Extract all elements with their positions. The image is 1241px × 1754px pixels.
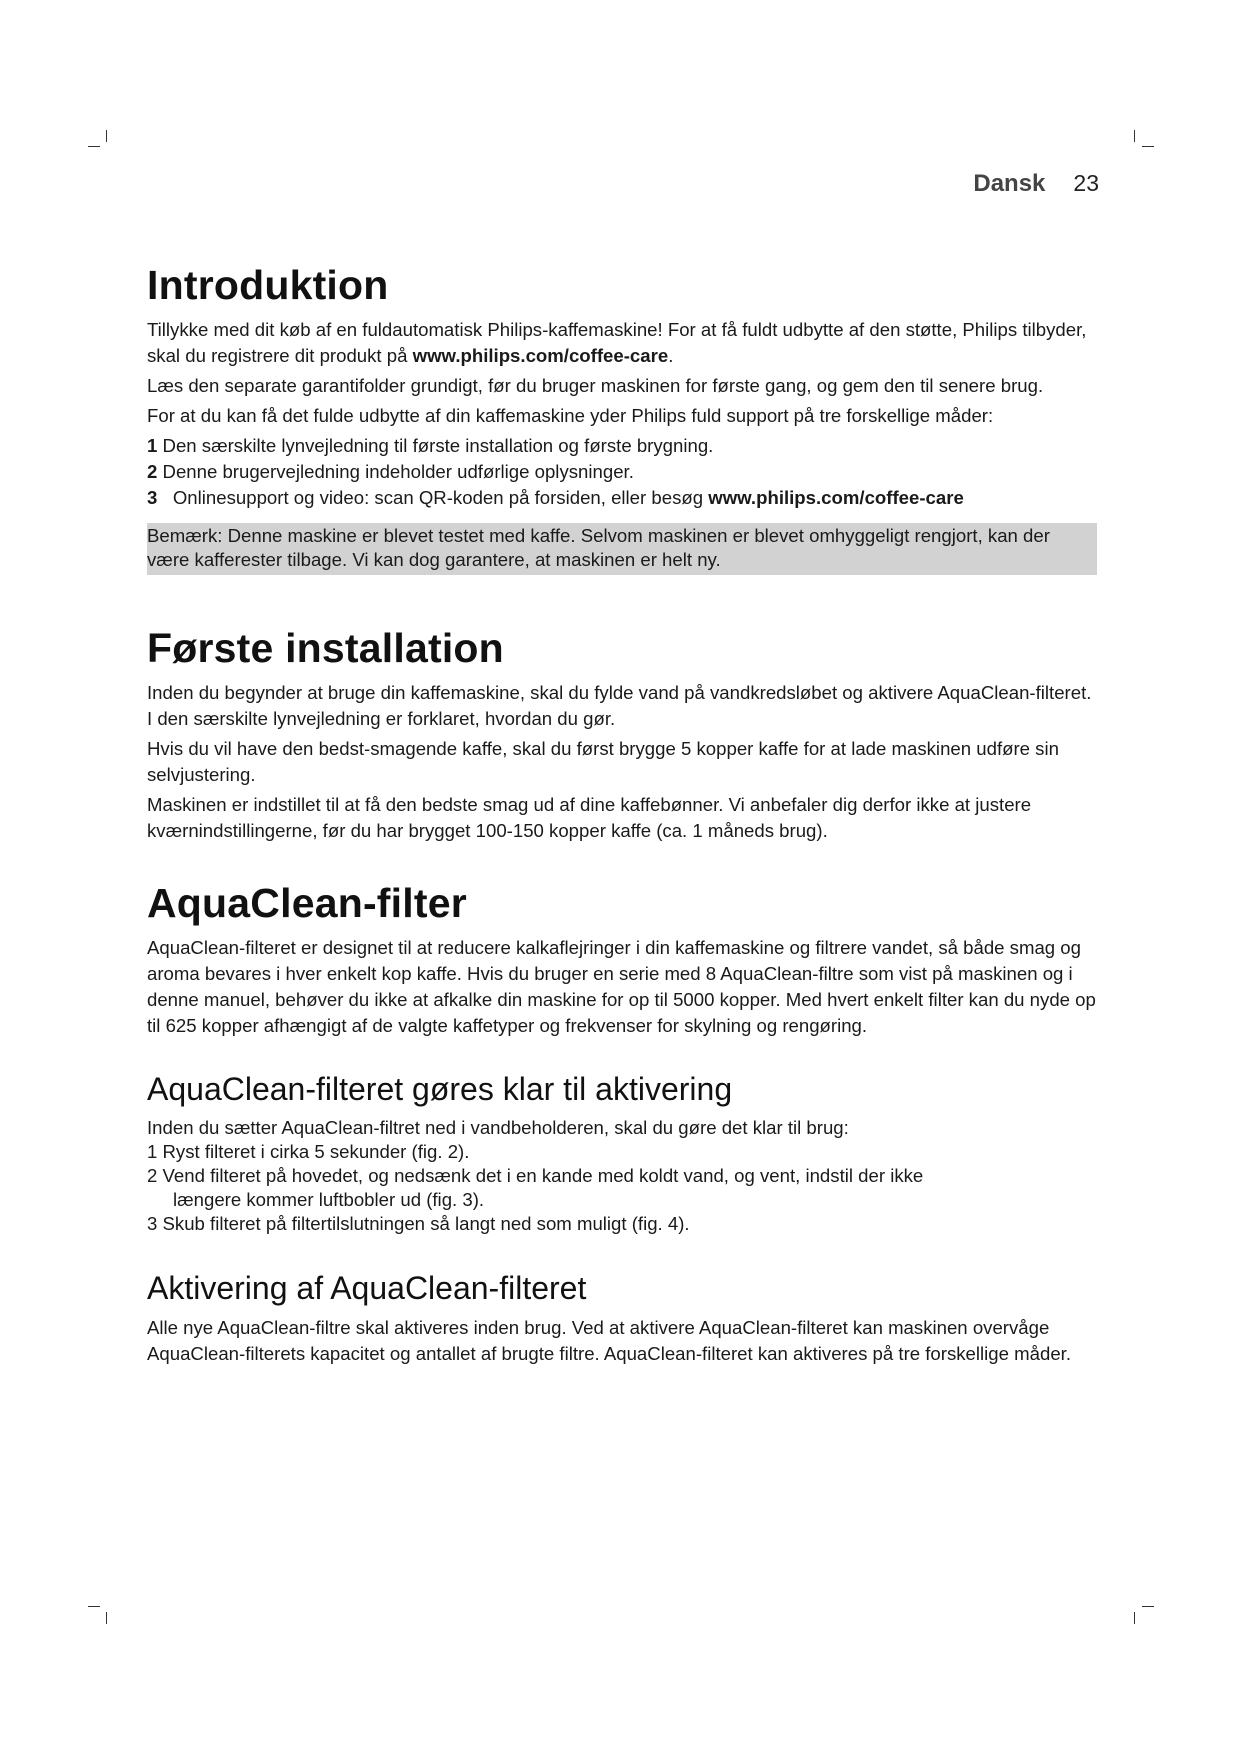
page-content [147, 262, 1097, 1371]
heading-aquaclean-filter: AquaClean-filter [147, 880, 467, 926]
crop-mark-br-h [1142, 1606, 1154, 1607]
prepare-step-1: 1 Ryst filteret i cirka 5 sekunder (fig. 2). [147, 1141, 470, 1162]
crop-mark-tr-h [1142, 146, 1154, 147]
section-activate-filter [147, 1270, 1097, 1367]
heading-activate-filter: Aktivering af AquaClean-filteret [147, 1270, 587, 1306]
prepare-step-2-continued: længere kommer luftbobler ud (fig. 3). [173, 1189, 485, 1210]
crop-mark-tl-v [106, 130, 107, 142]
list-item [147, 485, 1097, 511]
note-box: Bemærk: Denne maskine er blevet testet med kaffe. Selvom maskinen er blevet omhyggeligt rengjort, kan der være kafferester tilbage. Vi kan dog garantere, at maskinen er helt ny. [147, 523, 1097, 575]
philips-link[interactable]: www.philips.com/coffee-care [412, 345, 669, 366]
crop-mark-br-v [1134, 1612, 1135, 1624]
section-aquaclean-filter [147, 880, 1097, 1039]
crop-mark-tl-h [88, 146, 100, 147]
section-prepare-filter [147, 1071, 1097, 1236]
intro-p1-end: . [668, 345, 674, 366]
intro-p1-text: Tillykke med dit køb af en fuldautomatisk Philips-kaffemaskine! For at få fuldt udbytte af den støtte, Philips tilbyder, skal du registrere dit produkt på [147, 319, 1087, 366]
heading-prepare-filter: AquaClean-filteret gøres klar til aktivering [147, 1071, 733, 1107]
intro-paragraph-2: Læs den separate garantifolder grundigt, før du bruger maskinen for første gang, og gem den til senere brug. [147, 375, 1044, 396]
crop-mark-tr-v [1134, 130, 1135, 142]
list-item [147, 433, 1097, 459]
page-header [973, 170, 1099, 198]
prepare-step-3: 3 Skub filteret på filtertilslutningen så langt ned som muligt (fig. 4). [147, 1213, 690, 1234]
list-item [147, 459, 1097, 485]
list-number: 2 [147, 461, 158, 482]
aquaclean-paragraph: AquaClean-filteret er designet til at reducere kalkaflejringer i din kaffemaskine og filtrere vandet, så både smag og aroma bevares i hver enkelt kop kaffe. Hvis du bruger en serie med 8 AquaClean-filtre som vist på maskinen og i denne manuel, behøver du ikke at afkalke din maskine for op til 5000 kopper. Med hvert enkelt filter kan du nyde op til 625 kopper afhængigt af de valgte kaffetyper og frekvenser for skylning og rengøring. [147, 937, 1096, 1036]
prepare-intro: Inden du sætter AquaClean-filtret ned i vandbeholderen, skal du gøre det klar til brug: [147, 1117, 849, 1138]
heading-introduction: Introduktion [147, 262, 389, 308]
list-text: Den særskilte lynvejledning til første installation og første brygning. [157, 435, 714, 456]
list-number: 3 [147, 487, 158, 508]
page-number: 23 [1073, 170, 1099, 196]
intro-paragraph-1 [147, 317, 1097, 369]
language-label: Dansk [973, 170, 1046, 197]
prepare-step-2: 2 Vend filteret på hovedet, og nedsænk det i en kande med koldt vand, og vent, indstil der ikke [147, 1165, 924, 1186]
philips-support-link[interactable]: www.philips.com/coffee-care [708, 487, 964, 508]
install-paragraph-1: Inden du begynder at bruge din kaffemaskine, skal du fylde vand på vandkredsløbet og aktivere AquaClean-filteret. I den særskilte lynvejledning er forklaret, hvordan du gør. [147, 682, 1092, 729]
heading-first-installation: Første installation [147, 625, 504, 671]
list-number: 1 [147, 435, 158, 456]
install-paragraph-2: Hvis du vil have den bedst-smagende kaffe, skal du først brygge 5 kopper kaffe for at lade maskinen udføre sin selvjustering. [147, 738, 1059, 785]
list-text: Denne brugervejledning indeholder udførlige oplysninger. [157, 461, 634, 482]
install-paragraph-3: Maskinen er indstillet til at få den bedste smag ud af dine kaffebønner. Vi anbefaler dig derfor ikke at justere kværnindstillingerne, før du har brygget 100-150 kopper kaffe (ca. 1 måneds brug). [147, 794, 1032, 841]
activate-paragraph: Alle nye AquaClean-filtre skal aktiveres inden brug. Ved at aktivere AquaClean-filteret kan maskinen overvåge AquaClean-filterets kapacitet og antallet af brugte filtre. AquaClean-filteret kan aktiveres på tre forskellige måder. [147, 1317, 1071, 1364]
crop-mark-bl-v [106, 1612, 107, 1624]
list-text: Onlinesupport og video: scan QR-koden på forsiden, eller besøg [157, 487, 709, 508]
section-introduction [147, 262, 1097, 575]
intro-paragraph-3: For at du kan få det fulde udbytte af din kaffemaskine yder Philips fuld support på tre forskellige måder: [147, 405, 994, 426]
section-first-installation [147, 625, 1097, 844]
crop-mark-bl-h [88, 1606, 100, 1607]
